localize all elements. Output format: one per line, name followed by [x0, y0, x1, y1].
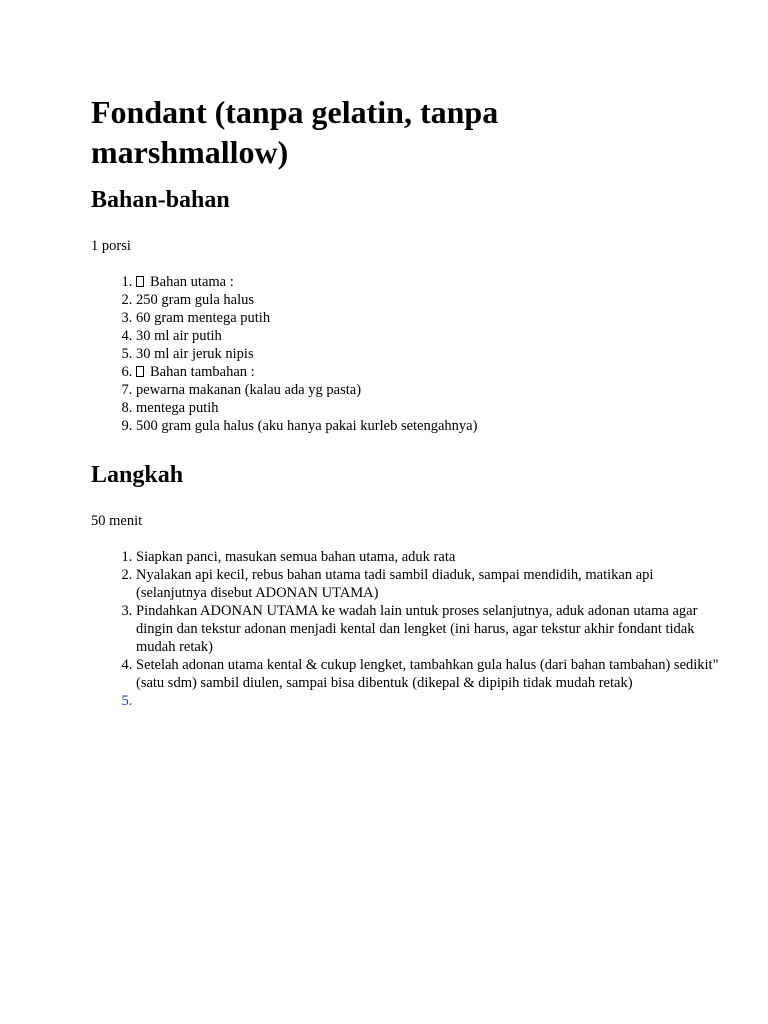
servings-text: 1 porsi: [91, 238, 131, 254]
ingredient-item: [136, 273, 691, 291]
checkbox-glyph-icon: [136, 276, 144, 287]
duration-text: 50 menit: [91, 513, 143, 529]
step-item: 4. Setelah adonan utama kental & cukup lengket, tambahkan gula halus (dari bahan tambahan) sedikit" (satu sdm) sambil diulen, sampai bisa dibentuk (dikepal & dipipih tidak mudah retak): [136, 656, 726, 692]
ingredient-text: 30 ml air putih: [136, 328, 222, 344]
ingredient-text: Bahan utama :: [150, 274, 234, 290]
checkbox-glyph-icon: [136, 366, 144, 377]
step-item-empty: [136, 692, 726, 710]
ingredient-item: [136, 399, 691, 417]
page-title: Fondant (tanpa gelatin, tanpa marshmallow): [91, 94, 499, 170]
ingredient-item: [136, 327, 691, 345]
steps-list: [91, 548, 726, 710]
step-item: 3. Pindahkan ADONAN UTAMA ke wadah lain untuk proses selanjutnya, aduk adonan utama agar dingin dan tekstur adonan menjadi kental dan lengket (ini harus, agar tekstur akhir fondant tidak mudah retak): [136, 602, 726, 656]
ingredient-text: 30 ml air jeruk nipis: [136, 346, 254, 362]
ingredients-list: [91, 273, 691, 435]
ingredient-text: pewarna makanan (kalau ada yg pasta): [136, 382, 362, 398]
ingredient-text: mentega putih: [136, 400, 219, 416]
ingredient-item: [136, 363, 691, 381]
step-item: 1. Siapkan panci, masukan semua bahan utama, aduk rata: [136, 548, 726, 566]
ingredient-item: [136, 309, 691, 327]
ingredient-text: 250 gram gula halus: [136, 292, 254, 308]
ingredient-text: 60 gram mentega putih: [136, 310, 271, 326]
ingredient-text: Bahan tambahan :: [150, 364, 255, 380]
ingredient-text: 500 gram gula halus (aku hanya pakai kurleb setengahnya): [136, 418, 478, 434]
steps-heading: Langkah: [91, 462, 184, 488]
ingredient-item: [136, 417, 691, 435]
ingredient-item: [136, 381, 691, 399]
ingredients-heading: Bahan-bahan: [91, 187, 230, 213]
recipe-page: [91, 92, 719, 710]
ingredient-item: [136, 291, 691, 309]
ingredient-item: [136, 345, 691, 363]
step-item: 2. Nyalakan api kecil, rebus bahan utama tadi sambil diaduk, sampai mendidih, matikan api (selanjutnya disebut ADONAN UTAMA): [136, 566, 726, 602]
